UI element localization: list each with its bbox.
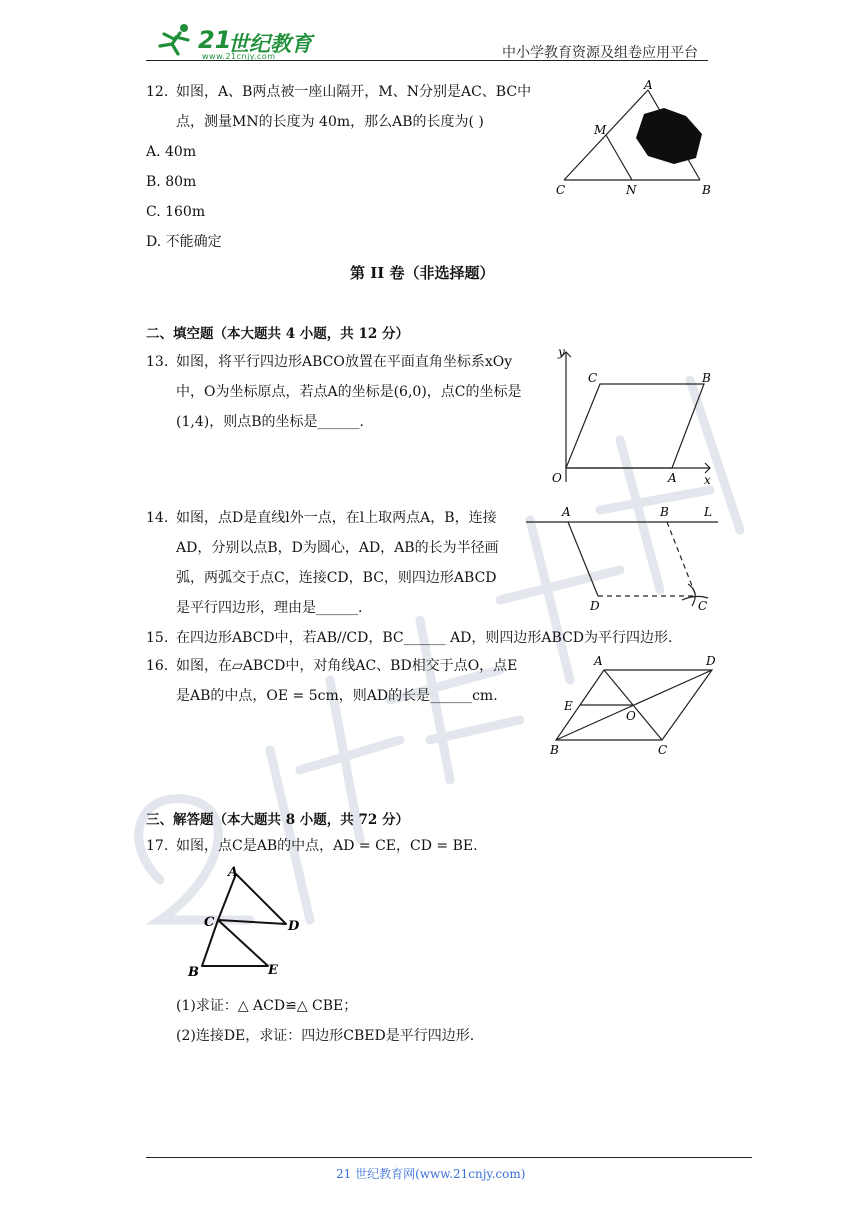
section2-heading: 二、填空题（本大题共 4 小题，共 12 分）	[146, 326, 409, 342]
q16-line2: 是AB的中点，OE = 5cm，则AD的长是______cm.	[176, 688, 498, 704]
q12-option-c: C. 160m	[146, 204, 206, 220]
q13-number: 13.	[146, 354, 169, 370]
q12-label-a: A	[644, 78, 653, 92]
q17-figure	[184, 862, 314, 982]
q17-label-a: A	[228, 865, 239, 880]
q13-line3: (1,4)，则点B的坐标是______.	[176, 414, 364, 430]
q13-label-c: C	[588, 371, 598, 385]
q14-label-l: L	[704, 505, 712, 519]
q12-option-b: B. 80m	[146, 174, 197, 190]
q16-line1: 16. 如图，在▱ABCD中，对角线AC、BD相交于点O，点E	[146, 658, 518, 674]
q12-label-m: M	[594, 123, 607, 137]
part2-title: 第 II 卷（非选择题）	[350, 264, 495, 282]
q16-label-c: C	[658, 743, 668, 757]
logo-number: 21	[198, 26, 232, 54]
q13-label-b: B	[702, 371, 711, 385]
q14-number: 14.	[146, 510, 169, 526]
logo-url: www.21cnjy.com	[202, 52, 276, 61]
q17-sub1: (1)求证：△ ACD≌△ CBE；	[176, 998, 358, 1014]
q13-label-y: y	[558, 345, 565, 359]
q12-line1: 12. 如图，A、B两点被一座山隔开，M、N分别是AC、BC中	[146, 84, 532, 100]
q14-line2: AD，分别以点B，D为圆心，AD，AB的长为半径画	[176, 540, 499, 556]
q13-label-o: O	[552, 471, 562, 485]
footer-link[interactable]: 21 世纪教育网(www.21cnjy.com)	[336, 1167, 526, 1181]
q12-label-b: B	[702, 183, 711, 197]
runner-logo-icon	[150, 22, 200, 58]
q12-option-a: A. 40m	[146, 144, 197, 160]
header-divider	[146, 60, 708, 61]
mountain-shape	[636, 108, 702, 164]
q17-number: 17.	[146, 838, 169, 854]
q12-figure	[552, 78, 722, 200]
q12-label-c: C	[556, 183, 566, 197]
header	[146, 20, 708, 60]
q16-label-d: D	[706, 654, 716, 668]
q14-line4: 是平行四边形，理由是______.	[176, 600, 363, 616]
q16-figure	[544, 650, 724, 758]
q16-label-a: A	[594, 654, 603, 668]
q13-line2: 中，O为坐标原点，若点A的坐标是(6,0)，点C的坐标是	[176, 384, 522, 400]
q13-label-a: A	[668, 471, 677, 485]
q13-line1: 13. 如图，将平行四边形ABCO放置在平面直角坐标系xOy	[146, 354, 513, 370]
q13-label-x: x	[704, 473, 711, 487]
header-site-name: 中小学教育资源及组卷应用平台	[502, 45, 698, 61]
q14-line1: 14. 如图，点D是直线l外一点，在l上取两点A，B，连接	[146, 510, 497, 526]
footer-divider	[146, 1157, 752, 1158]
q17-label-b: B	[188, 965, 199, 980]
q17-label-c: C	[204, 915, 215, 930]
q15-number: 15.	[146, 630, 169, 646]
q12-option-d: D. 不能确定	[146, 234, 222, 250]
section3-heading: 三、解答题（本大题共 8 小题，共 72 分）	[146, 812, 409, 828]
logo-text: 世纪教育	[228, 32, 312, 56]
q15-line1: 15. 在四边形ABCD中，若AB//CD，BC______ AD，则四边形ABCD为平行四边形.	[146, 630, 673, 646]
q14-figure	[522, 500, 722, 618]
q16-number: 16.	[146, 658, 169, 674]
q14-label-c: C	[698, 599, 708, 613]
q12-number: 12.	[146, 84, 169, 100]
q14-label-a: A	[562, 505, 571, 519]
q17-sub2: (2)连接DE，求证：四边形CBED是平行四边形.	[176, 1028, 475, 1044]
q14-label-d: D	[590, 599, 600, 613]
q16-label-o: O	[626, 709, 636, 723]
q17-label-e: E	[268, 963, 278, 978]
q16-label-e: E	[564, 699, 573, 713]
q14-line3: 弧，两弧交于点C，连接CD，BC，则四边形ABCD	[176, 570, 497, 586]
q14-label-b: B	[660, 505, 669, 519]
q12-line2: 点，测量MN的长度为 40m，那么AB的长度为( )	[176, 114, 484, 130]
q16-label-b: B	[550, 743, 559, 757]
q12-label-n: N	[626, 183, 637, 197]
q13-figure	[544, 342, 724, 490]
q17-label-d: D	[288, 919, 300, 934]
q17-line1: 17. 如图，点C是AB的中点，AD = CE，CD = BE.	[146, 838, 478, 854]
